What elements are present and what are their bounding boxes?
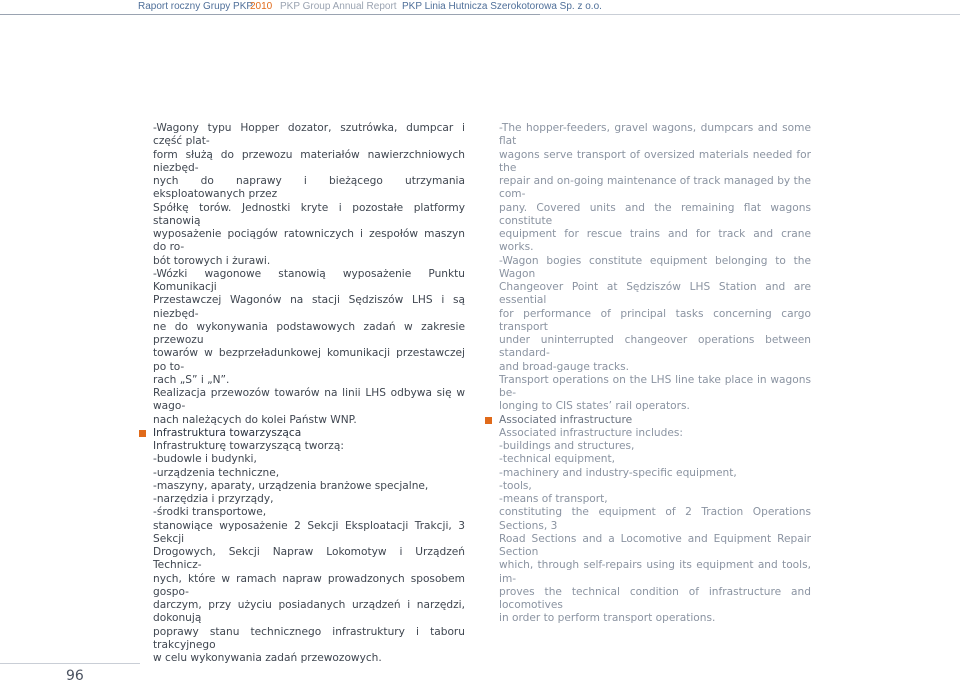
en-infrastructure-list: Associated infrastructure includes: -buildings and structures, -technical equipment, -machinery and industry-specific equipment, -tools, -means of transport, bbox=[499, 426, 737, 505]
pl-paragraph-bogies: -Wózki wagonowe stanowią wyposażenie Punktu Komunikacji Przestawczej Wagonów na stacji Sędziszów LHS i są niezbęd- ne do wykonywania podstawowych zadań w zakresie przewozu towarów w bezprzeładunkowej komunikacji przestawczej po to- rach „S” i „N”. bbox=[153, 267, 465, 386]
page-number: 96 bbox=[66, 668, 84, 684]
pl-paragraph-wagons: -Wagony typu Hopper dozator, szutrówka, dumpcar i część plat- form służą do przewozu materiałów nawierzchniowych niezbęd- nych do naprawy i bieżącego utrzymania eksploatowanych przez Spółkę torów. Jednostki kryte i pozostałe platformy stanowią wyposażenie pociągów ratowniczych i zespołów maszyn do ro- bót torowych i żurawi. bbox=[153, 122, 465, 267]
polish-column bbox=[153, 122, 465, 665]
pl-section-heading bbox=[153, 427, 465, 440]
en-paragraph-wagons: -The hopper-feeders, gravel wagons, dumpcars and some flat wagons serve transport of oversized materials needed for the repair and on-going maintenance of track managed by the com- pany. Covered units and the remaining flat wagons constitute equipment for rescue trains and for track and crane works. bbox=[499, 122, 811, 254]
orange-square-bullet-icon bbox=[485, 417, 492, 424]
english-column bbox=[499, 122, 811, 626]
header-report-pl: Raport roczny Grupy PKP bbox=[138, 1, 254, 12]
header-company: PKP Linia Hutnicza Szerokotorowa Sp. z o.o. bbox=[402, 1, 602, 12]
pl-paragraph-sections: stanowiące wyposażenie 2 Sekcji Eksploatacji Trakcji, 3 Sekcji Drogowych, Sekcji Napraw Lokomotyw i Urządzeń Technicz- nych, które w ramach napraw prowadzonych sposobem gospo- darczym, przy użyciu posiadanych urządzeń i narzędzi, dokonują poprawy stanu technicznego infrastruktury i taboru trakcyjnego w celu wykonywania zadań przewozowych. bbox=[153, 519, 465, 664]
pl-heading-text: Infrastruktura towarzysząca bbox=[153, 426, 302, 439]
en-paragraph-transport: Transport operations on the LHS line take place in wagons be- longing to CIS states’ rail operators. bbox=[499, 373, 811, 413]
en-paragraph-bogies: -Wagon bogies constitute equipment belonging to the Wagon Changeover Point at Sędziszów LHS Station and are essential for performance of principal tasks concerning cargo transport under uninterrupted changeover operations between standard- and broad-gauge tracks. bbox=[499, 254, 811, 373]
header-report-en: PKP Group Annual Report bbox=[280, 1, 397, 12]
header-year: 2010 bbox=[250, 1, 273, 12]
header-rule-accent bbox=[0, 14, 540, 15]
pl-infrastructure-list: Infrastrukturę towarzyszącą tworzą: -budowle i budynki, -urządzenia techniczne, -maszyny, aparaty, urządzenia branżowe specjalne, -narzędzia i przyrządy, -środki transportowe, bbox=[153, 440, 429, 519]
en-heading-text: Associated infrastructure bbox=[499, 413, 633, 426]
orange-square-bullet-icon bbox=[139, 430, 146, 437]
running-header bbox=[0, 0, 960, 14]
en-section-heading bbox=[499, 414, 811, 427]
pl-paragraph-transport: Realizacja przewozów towarów na linii LHS odbywa się w wago- nach należących do kolei Państw WNP. bbox=[153, 387, 465, 426]
en-paragraph-sections: constituting the equipment of 2 Traction Operations Sections, 3 Road Sections and a Locomotive and Equipment Repair Section which, through self-repairs using its equipment and tools, im- proves the technical condition of infrastructure and locomotives in order to perform transport operations. bbox=[499, 506, 811, 625]
footer-rule bbox=[0, 663, 140, 664]
